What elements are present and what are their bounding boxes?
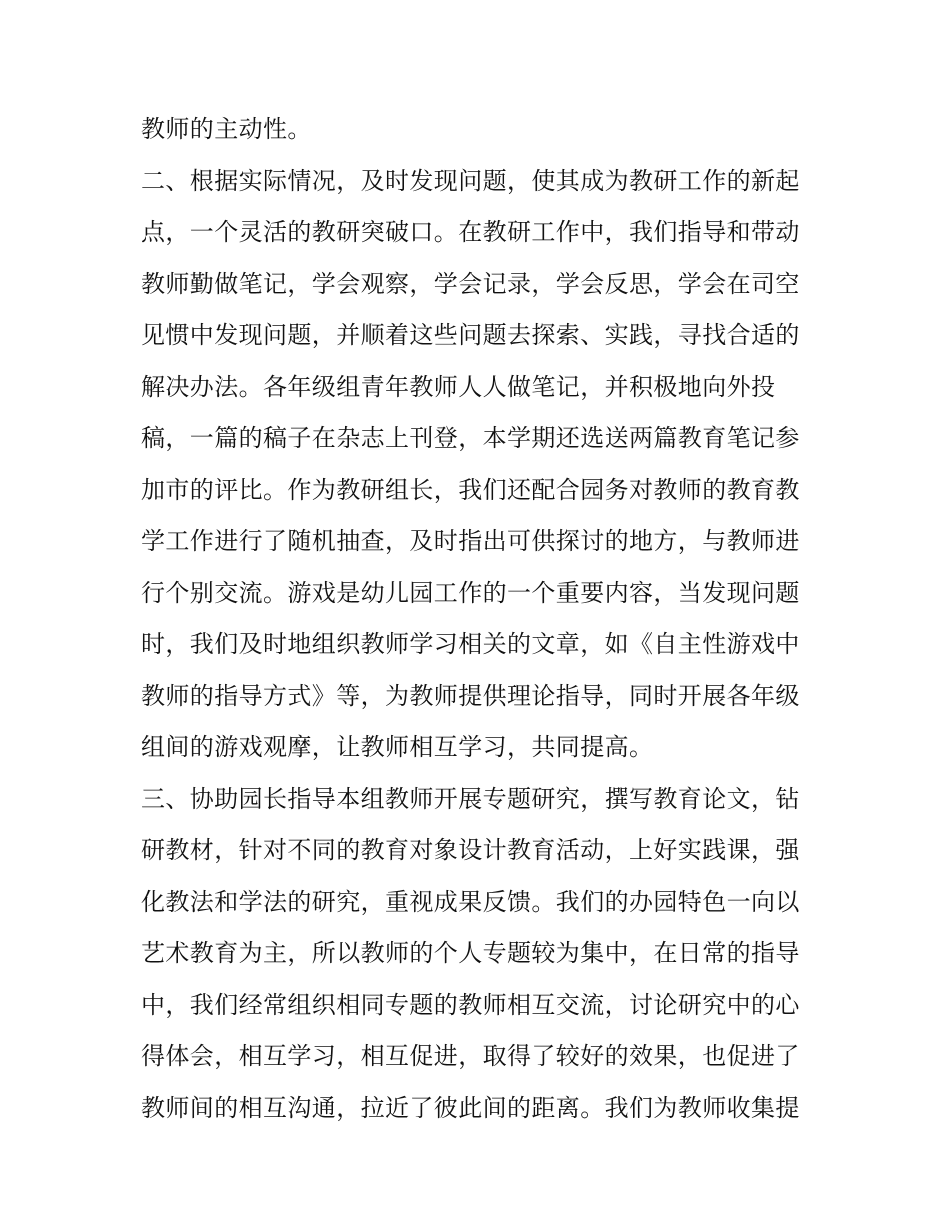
text-line: 稿，一篇的稿子在杂志上刊登，本学期还选送两篇教育笔记参 bbox=[141, 424, 800, 452]
text-line: 教师的主动性。 bbox=[141, 115, 312, 143]
text-line: 见惯中发现问题，并顺着这些问题去探索、实践，寻找合适的 bbox=[141, 321, 800, 349]
text-line: 化教法和学法的研究，重视成果反馈。我们的办园特色一向以 bbox=[141, 887, 800, 916]
text-line: 点，一个灵活的教研突破口。在教研工作中，我们指导和带动 bbox=[141, 218, 800, 246]
text-line: 解决办法。各年级组青年教师人人做笔记，并积极地向外投 bbox=[141, 372, 776, 401]
text-line: 行个别交流。游戏是幼儿园工作的一个重要内容，当发现问题 bbox=[141, 578, 800, 607]
text-line: 中，我们经常组织相同专题的教师相互交流，讨论研究中的心 bbox=[141, 990, 800, 1019]
text-line: 教师间的相互沟通，拉近了彼此间的距离。我们为教师收集提 bbox=[141, 1093, 800, 1122]
text-line: 组间的游戏观摩，让教师相互学习，共同提高。 bbox=[141, 733, 654, 761]
text-line: 加市的评比。作为教研组长，我们还配合园务对教师的教育教 bbox=[141, 475, 800, 504]
text-line: 教师的指导方式》等，为教师提供理论指导，同时开展各年级 bbox=[141, 681, 800, 710]
text-line: 研教材，针对不同的教育对象设计教育活动，上好实践课，强 bbox=[141, 836, 800, 864]
text-line: 艺术教育为主，所以教师的个人专题较为集中，在日常的指导 bbox=[141, 939, 800, 967]
text-line: 时，我们及时地组织教师学习相关的文章，如《自主性游戏中 bbox=[141, 630, 800, 658]
text-line: 教师勤做笔记，学会观察，学会记录，学会反思，学会在司空 bbox=[141, 269, 800, 298]
body-text bbox=[141, 104, 821, 1134]
text-line: 学工作进行了随机抽查，及时指出可供探讨的地方，与教师进 bbox=[141, 527, 800, 555]
text-line: 二、根据实际情况，及时发现问题，使其成为教研工作的新起 bbox=[141, 166, 800, 195]
text-line: 三、协助园长指导本组教师开展专题研究，撰写教育论文，钻 bbox=[141, 784, 800, 813]
text-line: 得体会，相互学习，相互促进，取得了较好的效果，也促进了 bbox=[141, 1042, 800, 1070]
